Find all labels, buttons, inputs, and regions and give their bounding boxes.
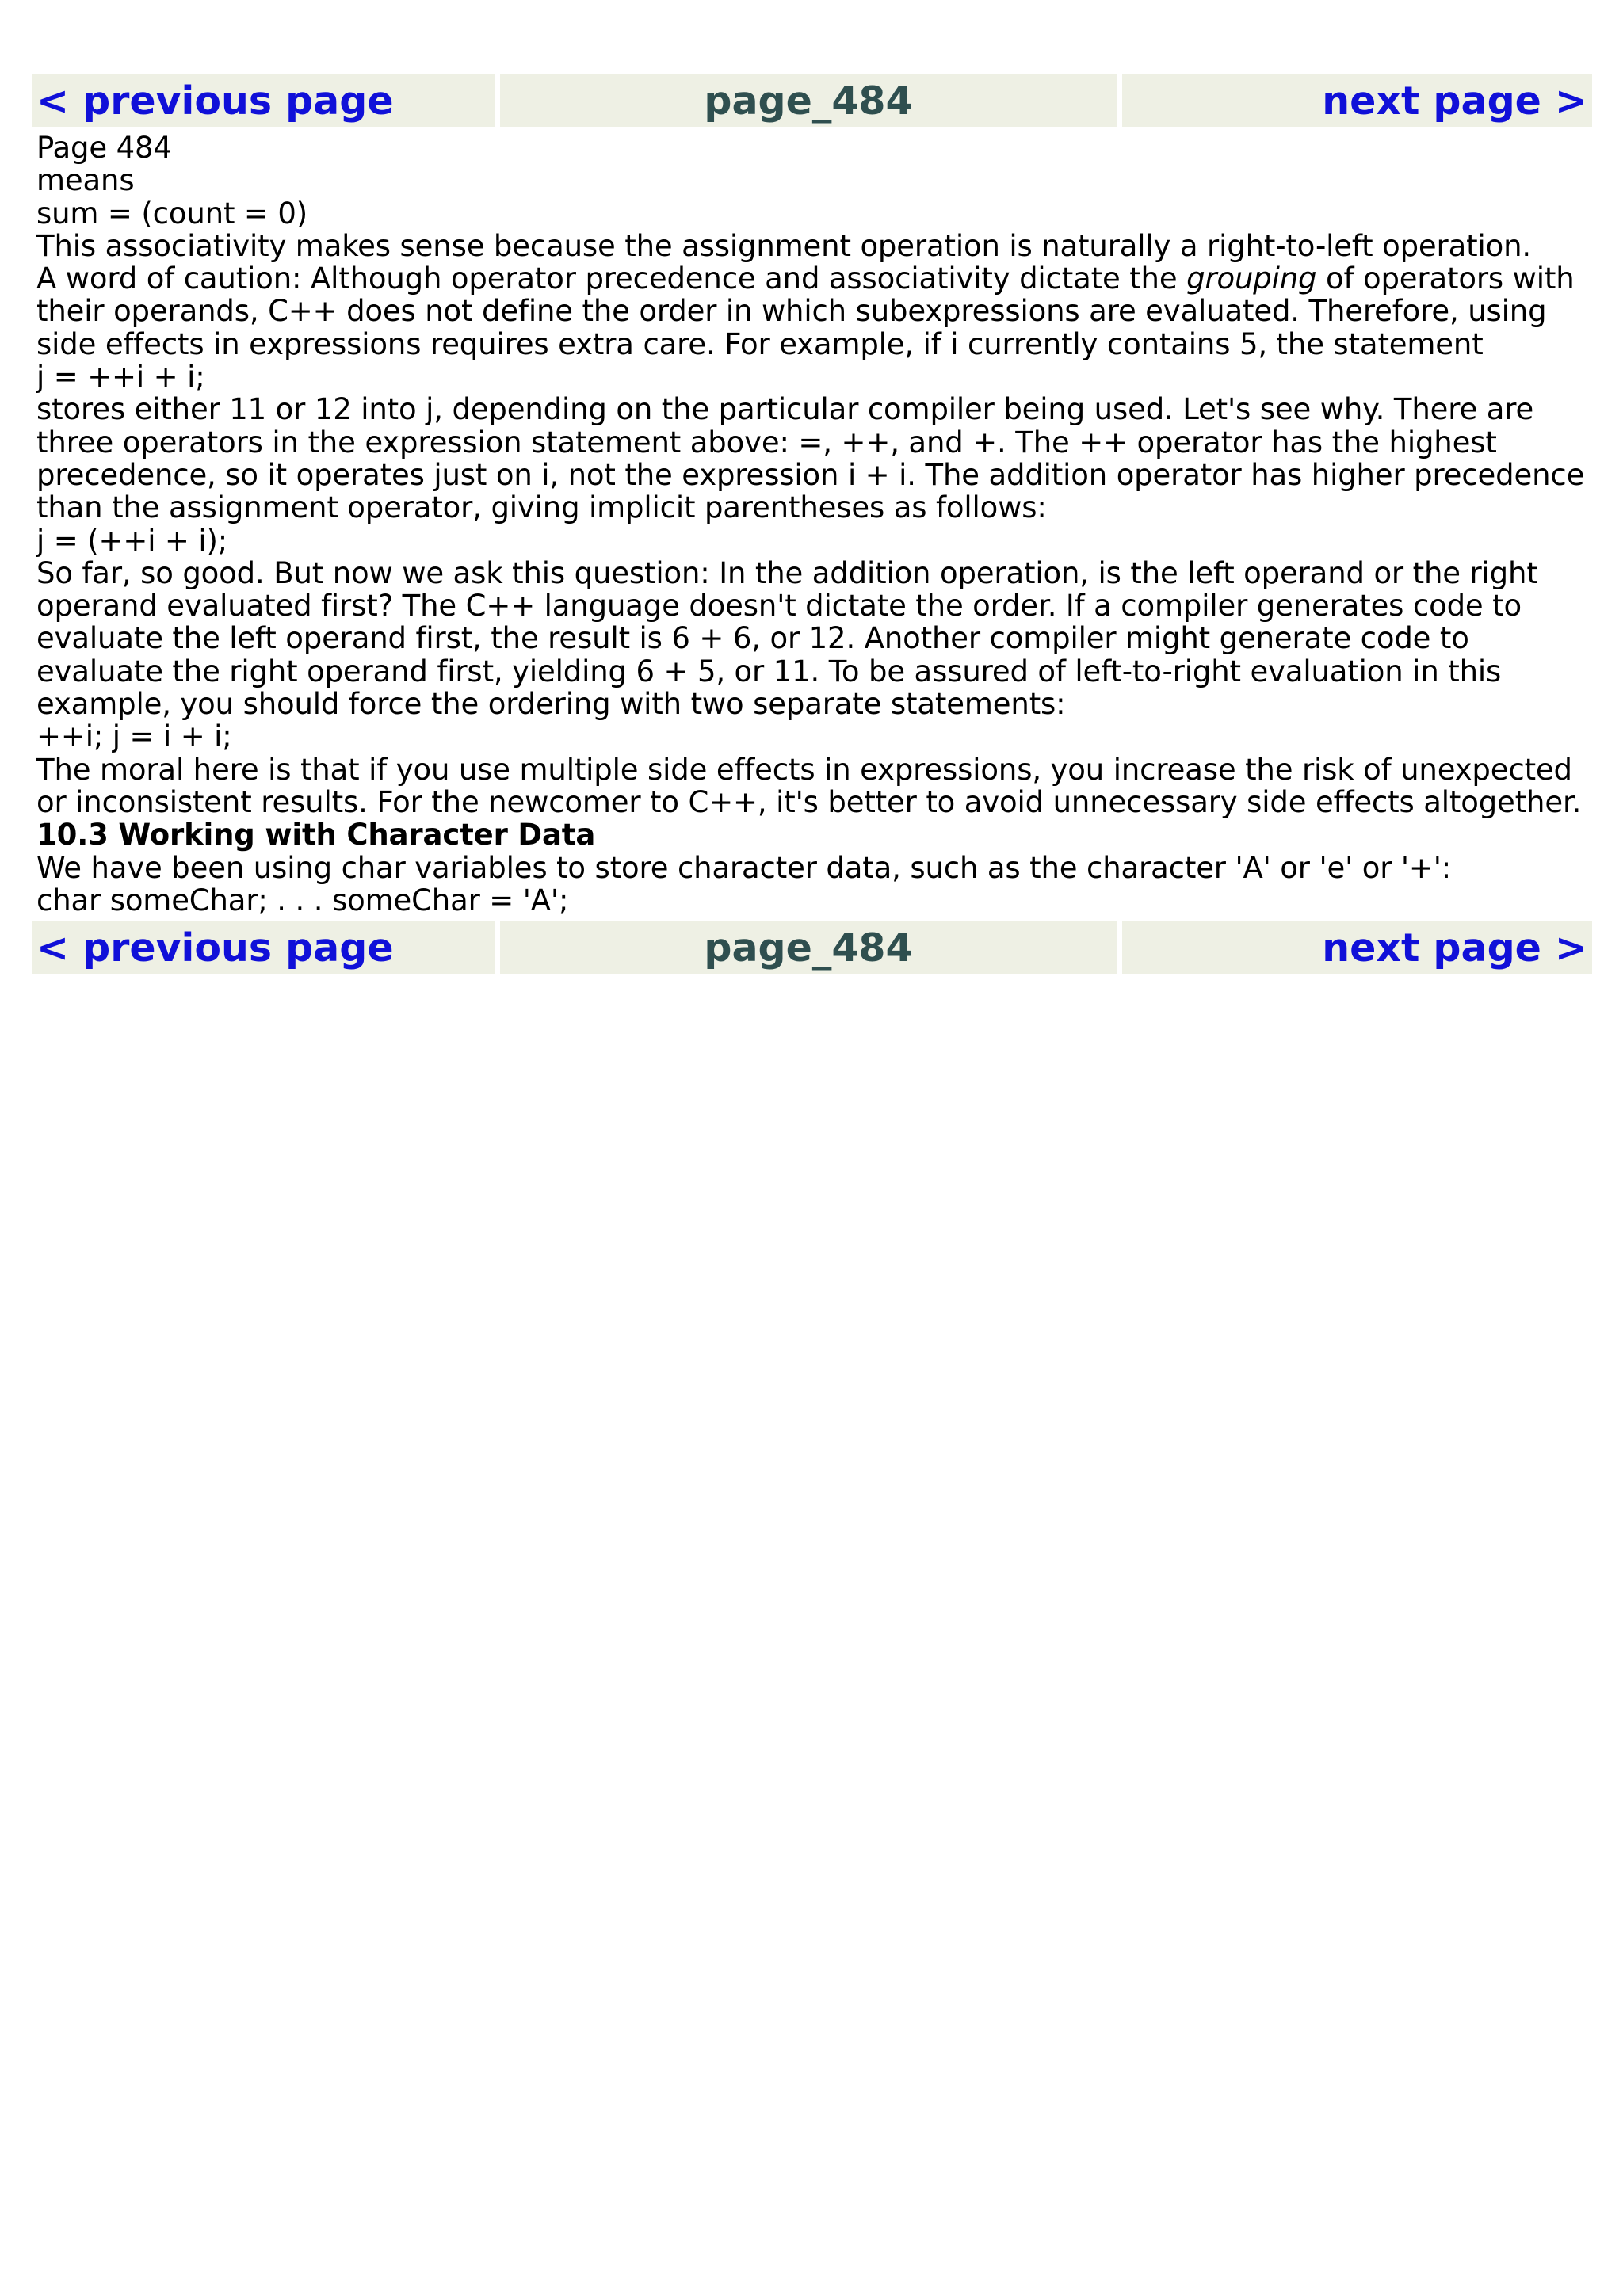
paragraph-stores: stores either 11 or 12 into j, depending on the particular compiler being used. Let's see why. There are three operators in the expression statement above: =, ++, and +. The ++ operator has the highest precedence, so it operates just on i, not the expression i + i. The addition operator has higher precedence than the assignment operator, giving implicit parentheses as follows:	[36, 392, 1585, 525]
caution-text-start: A word of caution: Although operator precedence and associativity dictate the	[36, 261, 1187, 296]
bottom-nav-prev-cell	[32, 921, 495, 974]
section-heading: 10.3 Working with Character Data	[36, 818, 596, 852]
top-nav-prev-cell	[32, 74, 495, 127]
bottom-nav-next-cell	[1122, 921, 1592, 974]
top-next-page-link[interactable]: next page >	[1322, 78, 1587, 124]
caution-text-end: of operators with their operands, C++ does not define the order in which subexpressions are evaluated. Therefore, using side effects in expressions requires extra care. For example, if i currently contains 5, the statement	[36, 261, 1575, 361]
top-nav-bar	[32, 74, 1598, 127]
bottom-nav-page-cell	[500, 921, 1117, 974]
top-nav-page-cell	[500, 74, 1117, 127]
means-text: means	[36, 163, 135, 198]
code-line-j1: j = ++i + i;	[36, 360, 205, 395]
bottom-page-label: page_484	[704, 925, 913, 971]
code-line-j3: ++i; j = i + i;	[36, 719, 232, 754]
top-page-label: page_484	[704, 78, 913, 124]
document-page	[32, 74, 1598, 974]
page-number-text: Page 484	[36, 131, 172, 165]
code-line-j2: j = (++i + i);	[36, 523, 228, 558]
top-previous-page-link[interactable]: < previous page	[36, 78, 394, 124]
bottom-nav-bar	[32, 921, 1598, 974]
paragraph-caution	[36, 262, 1593, 360]
bottom-next-page-link[interactable]: next page >	[1322, 925, 1587, 971]
grouping-emphasis: grouping	[1186, 261, 1317, 296]
code-line-char: char someChar; . . . someChar = 'A';	[36, 883, 569, 917]
code-line-sum: sum = (count = 0)	[36, 196, 308, 231]
paragraph-moral: The moral here is that if you use multiple side effects in expressions, you increase the risk of unexpected or inconsistent results. For the newcomer to C++, it's better to avoid unnecessary side effects altogether.	[36, 752, 1582, 819]
bottom-previous-page-link[interactable]: < previous page	[36, 925, 394, 971]
paragraph-so-far: So far, so good. But now we ask this question: In the addition operation, is the left operand or the right operand evaluated first? The C++ language doesn't dictate the order. If a compiler generates code to evaluate the left operand first, the result is 6 + 6, or 12. Another compiler might generate code to evaluate the right operand first, yielding 6 + 5, or 11. To be assured of left-to-right evaluation in this example, you should force the ordering with two separate statements:	[36, 555, 1538, 722]
top-nav-next-cell	[1122, 74, 1592, 127]
page-content	[32, 127, 1598, 921]
paragraph-associativity: This associativity makes sense because the assignment operation is naturally a right-to-left operation.	[36, 228, 1532, 263]
paragraph-char-data: We have been using char variables to store character data, such as the character 'A' or 'e' or '+':	[36, 850, 1452, 885]
